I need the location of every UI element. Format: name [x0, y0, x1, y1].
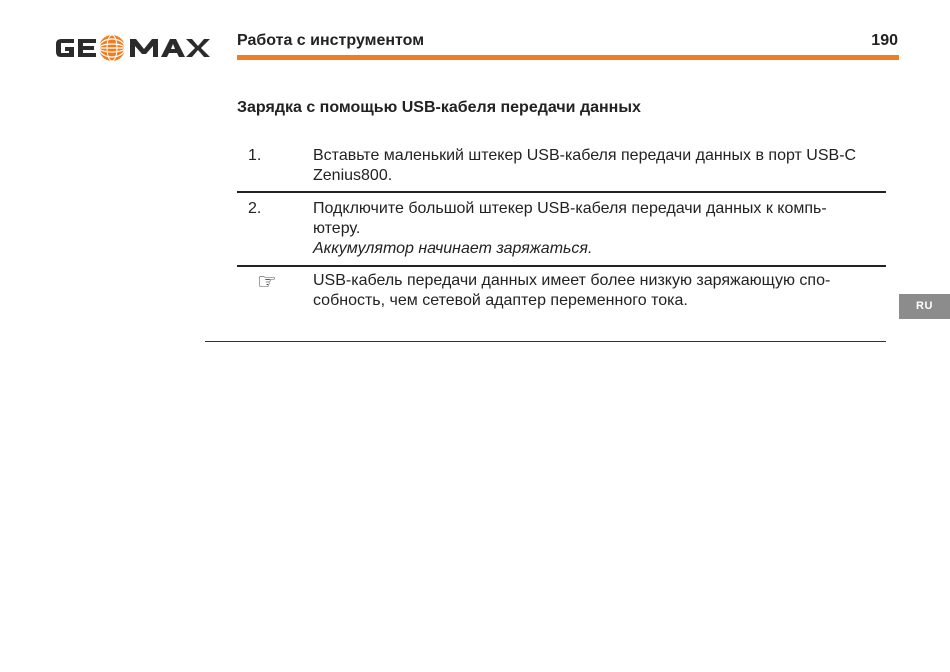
step-text: Подключите большой штекер USB-кабеля передачи данных к компь-ютеру. [313, 200, 827, 237]
geomax-logo [52, 30, 218, 66]
section-end-rule [205, 341, 886, 342]
step-row [237, 191, 886, 265]
page-header-title: Работа с инструментом [237, 32, 425, 49]
step-row [237, 140, 886, 191]
step-result: Аккумулятор начинает заряжаться. [313, 240, 593, 257]
instruction-steps [237, 140, 886, 315]
note-text: USB-кабель передачи данных имеет более низкую заряжающую спо-собность, чем сетевой адаптер переменного тока. [313, 272, 831, 309]
header-rule [237, 55, 899, 60]
step-number: 1. [248, 147, 262, 164]
note-row [237, 265, 886, 315]
page-number: 190 [871, 32, 898, 49]
step-number: 2. [248, 200, 262, 217]
step-text: Вставьте маленький штекер USB-кабеля передачи данных в порт USB-C Zenius800. [313, 147, 857, 184]
pointing-hand-icon: ☞ [257, 269, 277, 294]
step-content [313, 199, 886, 259]
section-heading: Зарядка с помощью USB-кабеля передачи данных [237, 99, 641, 116]
language-tab: RU [899, 294, 950, 319]
